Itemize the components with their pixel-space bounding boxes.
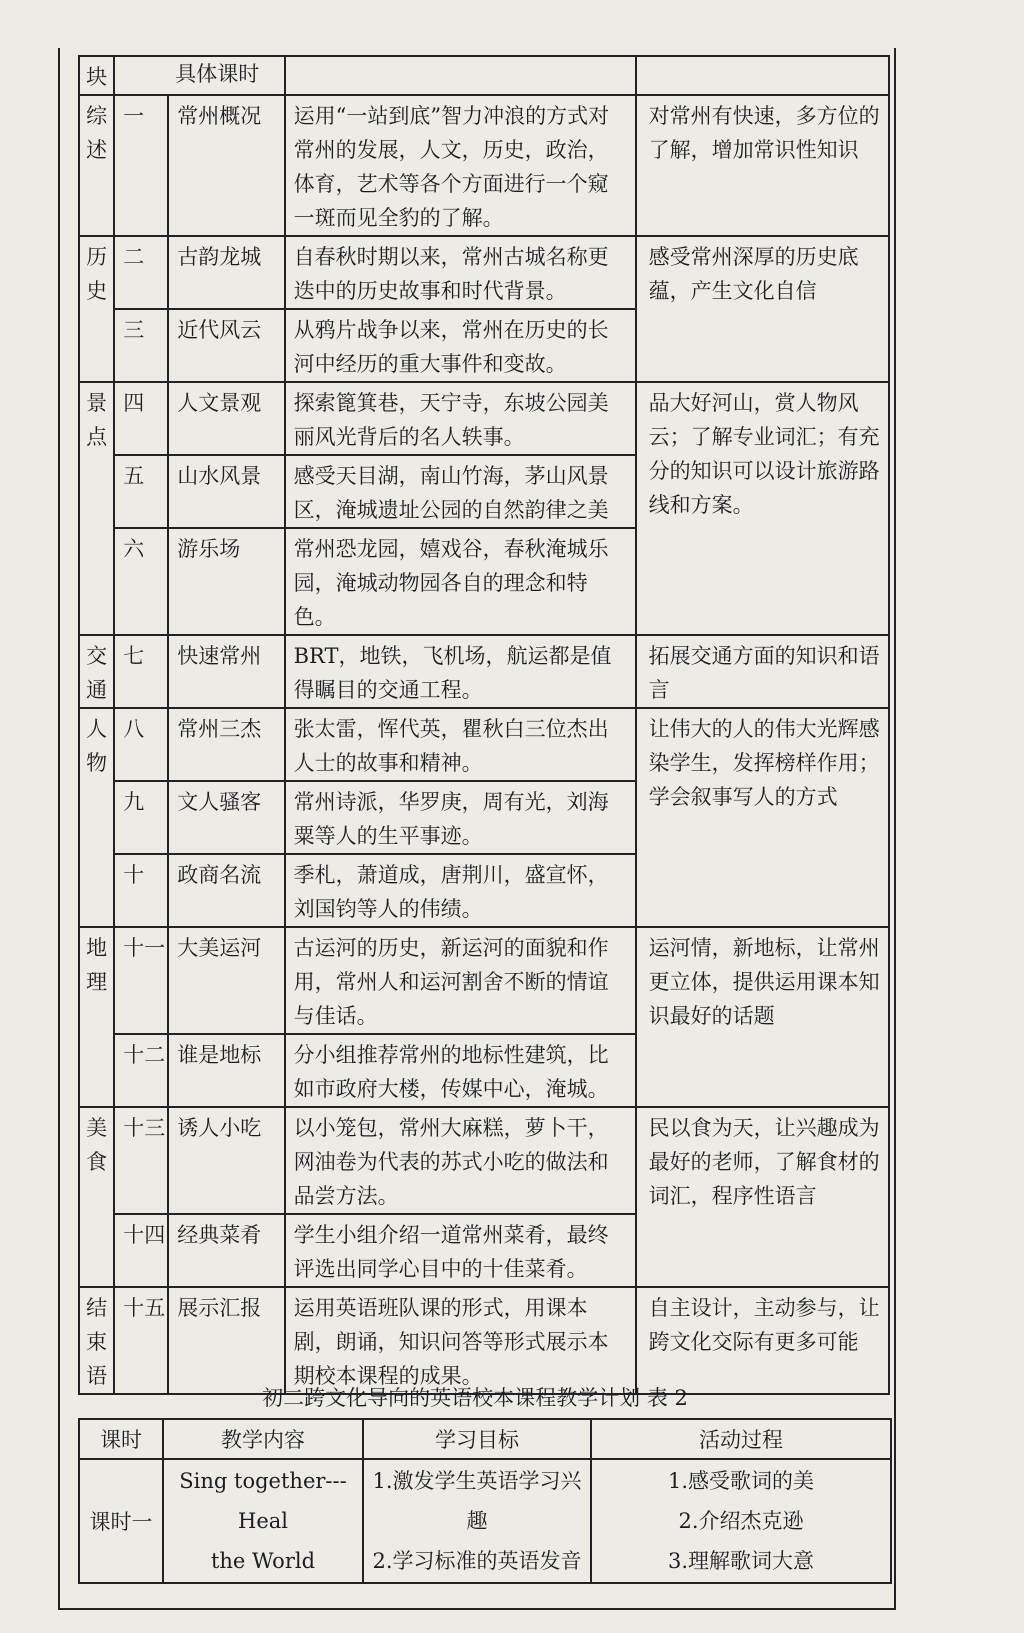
goal-line: 1.激发学生英语学习兴 bbox=[372, 1469, 582, 1493]
lesson-number: 十三 bbox=[114, 1107, 168, 1214]
table-row bbox=[79, 1459, 891, 1583]
group-cell: 美食 bbox=[79, 1107, 114, 1287]
table2-header-row bbox=[79, 1419, 891, 1459]
lesson-name: 展示汇报 bbox=[168, 1287, 284, 1394]
course-topic-table bbox=[78, 55, 890, 1395]
group-cell: 结束语 bbox=[79, 1287, 114, 1394]
lesson-name: 文人骚客 bbox=[168, 781, 284, 854]
lesson-content: 感受天目湖，南山竹海，茅山风景区，淹城遗址公园的自然韵律之美 bbox=[285, 455, 636, 528]
activity-line: 3.理解歌词大意 bbox=[667, 1549, 815, 1573]
table-row bbox=[79, 1107, 889, 1214]
lesson-content: 古运河的历史，新运河的面貌和作用，常州人和运河割舍不断的情谊与佳话。 bbox=[285, 927, 636, 1034]
lesson-number: 五 bbox=[114, 455, 168, 528]
group-cell: 人物 bbox=[79, 708, 114, 927]
lesson-content: 从鸦片战争以来，常州在历史的长河中经历的重大事件和变故。 bbox=[285, 309, 636, 382]
activity-line: 2.介绍杰克逊 bbox=[678, 1509, 804, 1533]
lesson-number: 十一 bbox=[114, 927, 168, 1034]
lesson-name: 古韵龙城 bbox=[168, 236, 284, 309]
lesson-number: 二 bbox=[114, 236, 168, 309]
header-activities: 活动过程 bbox=[591, 1419, 891, 1459]
teaching-content bbox=[163, 1459, 363, 1583]
lesson-number: 十 bbox=[114, 854, 168, 927]
lesson-name: 常州三杰 bbox=[168, 708, 284, 781]
lesson-content: 以小笼包，常州大麻糕，萝卜干，网油卷为代表的苏式小吃的做法和品尝方法。 bbox=[285, 1107, 636, 1214]
lesson-objective: 运河情，新地标，让常州更立体，提供运用课本知识最好的话题 bbox=[636, 927, 889, 1107]
group-cell: 综述 bbox=[79, 95, 114, 236]
lesson-name: 常州概况 bbox=[168, 95, 284, 236]
lesson-content: 分小组推荐常州的地标性建筑，比如市政府大楼，传媒中心，淹城。 bbox=[285, 1034, 636, 1107]
activity-line: 1.感受歌词的美 bbox=[667, 1469, 815, 1493]
lesson-objective: 让伟大的人的伟大光辉感染学生，发挥榜样作用；学会叙事写人的方式 bbox=[636, 708, 889, 927]
lesson-objective: 民以食为天，让兴趣成为最好的老师，了解食材的词汇，程序性语言 bbox=[636, 1107, 889, 1287]
table-row bbox=[79, 635, 889, 708]
lesson-content: 运用英语班队课的形式，用课本剧，朗诵，知识问答等形式展示本期校本课程的成果。 bbox=[285, 1287, 636, 1394]
table-header-row bbox=[79, 56, 889, 95]
lesson-name: 山水风景 bbox=[168, 455, 284, 528]
header-lesson: 具体课时 bbox=[114, 56, 284, 95]
lesson-objective: 自主设计，主动参与，让跨文化交际有更多可能 bbox=[636, 1287, 889, 1394]
header-lesson: 课时 bbox=[79, 1419, 163, 1459]
lesson-objective: 品大好河山，赏人物风云；了解专业词汇；有充分的知识可以设计旅游路线和方案。 bbox=[636, 382, 889, 635]
lesson-content: 运用“一站到底”智力冲浪的方式对常州的发展，人文，历史，政治，体育，艺术等各个方面进行一个窥一斑而见全豹的了解。 bbox=[285, 95, 636, 236]
lesson-name: 快速常州 bbox=[168, 635, 284, 708]
table-row bbox=[79, 382, 889, 455]
lesson-name: 游乐场 bbox=[168, 528, 284, 635]
lesson-name: 近代风云 bbox=[168, 309, 284, 382]
lesson-label: 课时一 bbox=[79, 1459, 163, 1583]
lesson-number: 十二 bbox=[114, 1034, 168, 1107]
goal-line: 趣 bbox=[466, 1509, 488, 1533]
lesson-name: 人文景观 bbox=[168, 382, 284, 455]
lesson-number: 一 bbox=[114, 95, 168, 236]
group-cell: 交通 bbox=[79, 635, 114, 708]
learning-goals bbox=[363, 1459, 591, 1583]
content-line: the World bbox=[210, 1549, 316, 1573]
lesson-name: 政商名流 bbox=[168, 854, 284, 927]
lesson-name: 谁是地标 bbox=[168, 1034, 284, 1107]
lesson-number: 七 bbox=[114, 635, 168, 708]
lesson-content: 探索篦箕巷，天宁寺，东坡公园美丽风光背后的名人轶事。 bbox=[285, 382, 636, 455]
header-content: 教学内容 bbox=[163, 1419, 363, 1459]
lesson-objective: 对常州有快速，多方位的了解，增加常识性知识 bbox=[636, 95, 889, 236]
group-cell: 历史 bbox=[79, 236, 114, 382]
lesson-objective: 感受常州深厚的历史底蕴，产生文化自信 bbox=[636, 236, 889, 382]
lesson-content: 自春秋时期以来，常州古城名称更迭中的历史故事和时代背景。 bbox=[285, 236, 636, 309]
lesson-content: 季札，萧道成，唐荆川，盛宣怀，刘国钧等人的伟绩。 bbox=[285, 854, 636, 927]
lesson-name: 大美运河 bbox=[168, 927, 284, 1034]
lesson-content: 张太雷，恽代英，瞿秋白三位杰出人士的故事和精神。 bbox=[285, 708, 636, 781]
lesson-number: 十五 bbox=[114, 1287, 168, 1394]
lesson-number: 九 bbox=[114, 781, 168, 854]
table-row bbox=[79, 708, 889, 781]
table-row bbox=[79, 236, 889, 309]
content-line: Sing together---Heal bbox=[179, 1469, 347, 1533]
lesson-content: 学生小组介绍一道常州菜肴，最终评选出同学心目中的十佳菜肴。 bbox=[285, 1214, 636, 1287]
header-blank-content bbox=[285, 56, 636, 95]
lesson-name: 经典菜肴 bbox=[168, 1214, 284, 1287]
table-row bbox=[79, 95, 889, 236]
activity-process bbox=[591, 1459, 891, 1583]
lesson-objective: 拓展交通方面的知识和语言 bbox=[636, 635, 889, 708]
group-cell: 地理 bbox=[79, 927, 114, 1107]
lesson-number: 十四 bbox=[114, 1214, 168, 1287]
lesson-number: 六 bbox=[114, 528, 168, 635]
table2-title: 初二跨文化导向的英语校本课程教学计划 表 2 bbox=[262, 1386, 688, 1410]
goal-line: 2.学习标准的英语发音 bbox=[372, 1549, 582, 1573]
table-row bbox=[79, 927, 889, 1034]
table-row bbox=[79, 1287, 889, 1394]
header-blank-objective bbox=[636, 56, 889, 95]
lesson-number: 八 bbox=[114, 708, 168, 781]
header-block: 块 bbox=[79, 56, 114, 95]
lesson-name: 诱人小吃 bbox=[168, 1107, 284, 1214]
header-goals: 学习目标 bbox=[363, 1419, 591, 1459]
lesson-number: 四 bbox=[114, 382, 168, 455]
lesson-number: 三 bbox=[114, 309, 168, 382]
lesson-content: BRT，地铁，飞机场，航运都是值得瞩目的交通工程。 bbox=[285, 635, 636, 708]
lesson-content: 常州诗派，华罗庚，周有光，刘海粟等人的生平事迹。 bbox=[285, 781, 636, 854]
teaching-plan-table bbox=[78, 1418, 892, 1584]
group-cell: 景点 bbox=[79, 382, 114, 635]
lesson-content: 常州恐龙园，嬉戏谷，春秋淹城乐园，淹城动物园各自的理念和特色。 bbox=[285, 528, 636, 635]
